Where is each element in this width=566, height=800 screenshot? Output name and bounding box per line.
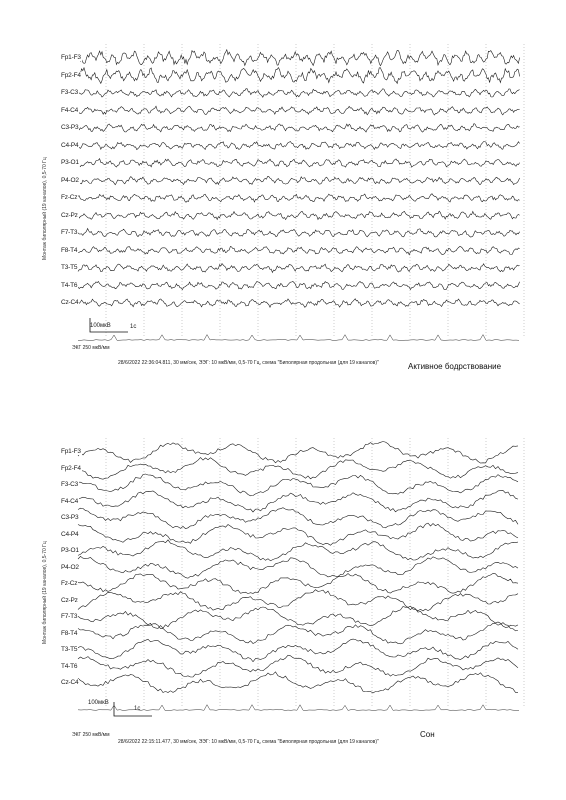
channel-label: F4-C4: [61, 106, 79, 114]
channel-label: C3-P3: [61, 514, 79, 521]
channel-label: C4-P4: [61, 141, 79, 149]
recording-footer: 28/6/2022 22:36:04.811, 30 мм/сек, ЭЭГ: 10 мкВ/мм, 0,5-70 Гц, схема "Биполярная продольная (для 19 каналов)": [118, 360, 379, 366]
state-label-awake: Активное бодрствование: [408, 362, 502, 371]
state-label-sleep: Сон: [420, 730, 435, 739]
eeg-trace-fp2-f4: [78, 68, 520, 84]
channel-label: Cz-C4: [61, 299, 79, 306]
channel-label: T3-T5: [61, 264, 78, 271]
eeg-trace-cz-c4: [78, 299, 520, 308]
channel-label: Fz-Cz: [61, 194, 78, 201]
channel-label: F4-C4: [61, 497, 79, 505]
channel-label: T4-T6: [61, 281, 78, 289]
channel-label: T3-T5: [61, 646, 78, 653]
channel-label: F3-C3: [61, 89, 79, 96]
eeg-panel-awake: [42, 40, 520, 371]
calibration-amplitude: 100мкВ: [90, 323, 111, 329]
channel-label: Cz-Pz: [61, 596, 78, 604]
channel-label: P4-O2: [61, 176, 79, 184]
channel-label: F7-T3: [61, 229, 78, 236]
calibration-bracket: [114, 702, 152, 716]
eeg-trace-f8-t4: [78, 246, 520, 254]
eeg-trace-c3-p3: [78, 124, 520, 133]
montage-side-text: Монтаж биполярный (19 каналов), 0,5-70 Гц: [42, 157, 48, 260]
eeg-trace-t3-t5: [78, 264, 520, 273]
calibration-time: 1с: [134, 706, 141, 712]
channel-label: Fp1-F3: [61, 448, 81, 455]
channel-label: F7-T3: [61, 613, 78, 620]
ekg-scale: ЭКГ 250 мкВ/мм: [72, 732, 110, 738]
ekg-scale: ЭКГ 250 мкВ/мм: [72, 345, 110, 351]
channel-label: Fp2-F4: [61, 464, 81, 472]
channel-label: P3-O1: [61, 159, 79, 166]
channel-label: Fp1-F3: [61, 54, 81, 61]
channel-label: F8-T4: [61, 629, 78, 637]
channel-label: T4-T6: [61, 662, 78, 670]
eeg-trace-cz-c4: [78, 672, 518, 693]
calibration-time: 1с: [130, 324, 137, 330]
recording-footer: 28/6/2022 22:15:11.477, 30 мм/сек, ЭЭГ: 10 мкВ/мм, 0,5-70 Гц, схема "Биполярная продольная (для 19 каналов)": [118, 739, 379, 745]
calibration-amplitude: 100мкВ: [88, 700, 109, 706]
eeg-trace-f7-t3: [78, 229, 520, 238]
eeg-traces-awake: [68, 40, 520, 356]
eeg-trace-p3-o1: [78, 159, 520, 168]
montage-side-text: Монтаж биполярный (19 каналов), 0,5-70 Гц: [42, 541, 48, 644]
channel-label: F3-C3: [61, 481, 79, 488]
channel-label: C3-P3: [61, 124, 79, 131]
channel-label: Fp2-F4: [61, 71, 81, 79]
eeg-traces-sleep: [68, 434, 520, 726]
eeg-trace-fp1-f3: [78, 50, 520, 66]
channel-label: Cz-C4: [61, 679, 79, 686]
channel-label: Fz-Cz: [61, 580, 78, 587]
eeg-trace-p4-o2: [78, 177, 520, 185]
channel-label: P3-O1: [61, 547, 79, 554]
eeg-trace-c4-p4: [78, 142, 520, 150]
eeg-panel-sleep: [42, 434, 520, 745]
channel-label: C4-P4: [61, 530, 79, 538]
channel-label: P4-O2: [61, 563, 79, 571]
channel-label: Cz-Pz: [61, 211, 78, 219]
channel-label: F8-T4: [61, 246, 78, 254]
eeg-trace-t4-t6: [78, 281, 520, 289]
